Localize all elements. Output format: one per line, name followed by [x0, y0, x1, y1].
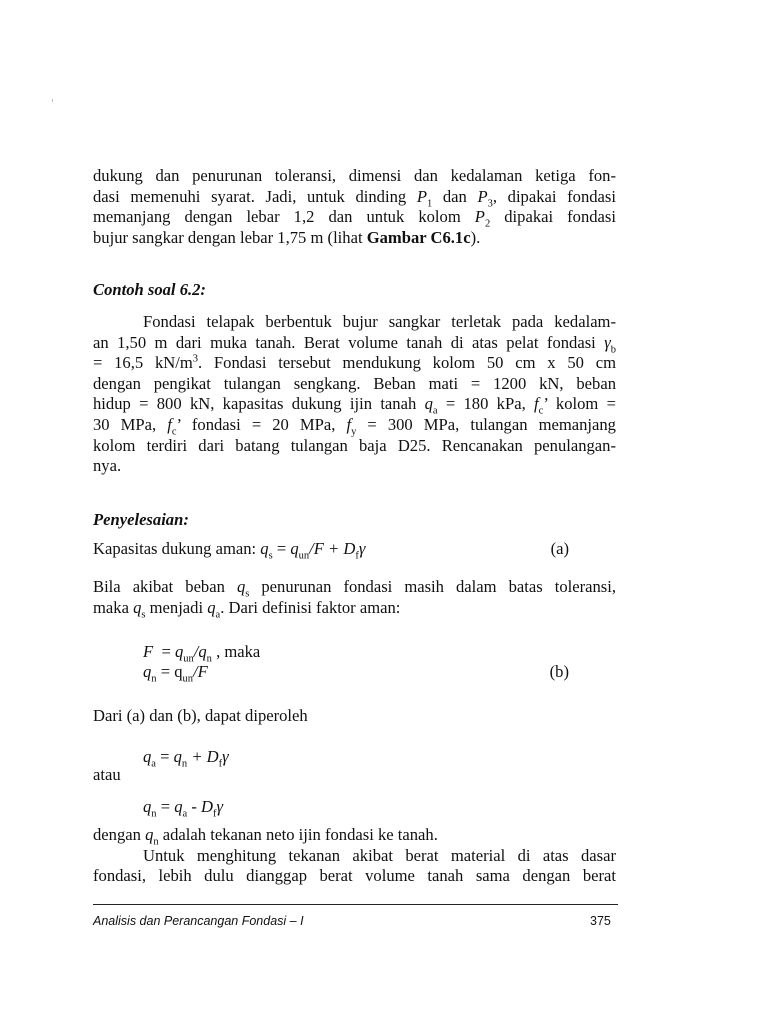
text-line: nya.	[93, 456, 122, 476]
text-line: 30 MPa, $f_c$’ fondasi = 20 MPa, $f_y = 300$ MPa, tulangan memanjang	[93, 414, 616, 438]
text-line: = 16,5 $kN/m^3$. Fondasi tersebut mendukung kolom 50 cm x 50 cm	[93, 353, 616, 373]
footer-book-title: Analisis dan Perancangan Fondasi – I	[93, 914, 304, 928]
text-line: Fondasi telapak berbentuk bujur sangkar terletak pada kedalam-	[143, 312, 616, 331]
example-heading: Contoh soal 6.2:	[93, 280, 206, 299]
text-atau: atau	[93, 765, 121, 784]
text-line: maka $q_s$ menjadi $q_a$. Dari definisi faktor aman:	[93, 597, 401, 620]
footer-divider	[93, 904, 618, 905]
page-number: 375	[590, 914, 611, 928]
paragraph-net-pressure	[93, 825, 616, 887]
paragraph-safety-factor	[93, 577, 616, 618]
figure-reference: Gambar C6.1c	[366, 227, 471, 247]
equation-c: $q_a = q_n + D_f\gamma$	[143, 747, 229, 770]
text-line: dukung dan penurunan toleransi, dimensi dan kedalaman ketiga fon-	[93, 166, 616, 185]
text-line: kolom terdiri dari batang tulangan baja D25. Rencanakan penulangan-	[93, 435, 616, 455]
equation-b-line1: $F = q_{un}/q_n$ , maka	[143, 642, 261, 665]
text-line: bujur sangkar dengan lebar 1,75 m (lihat Gambar C6.1c).	[93, 227, 481, 247]
text-line: Untuk menghitung tekanan akibat berat material di atas dasar	[143, 845, 616, 865]
text-line: dengan $q_n$ adalah tekanan neto ijin fondasi ke tanah.	[93, 825, 438, 848]
text-line-derivation: Dari (a) dan (b), dapat diperoleh	[93, 706, 308, 725]
scan-speck	[52, 99, 53, 102]
equation-d: $q_n = q_a - D_f\gamma$	[143, 797, 224, 820]
text-line: dasi memenuhi syarat. Jadi, untuk dinding $P_1$ dan $P_3$, dipakai fondasi	[93, 186, 616, 209]
solution-heading: Penyelesaian:	[93, 510, 189, 529]
text-line: an 1,50 m dari muka tanah. Berat volume tanah di atas pelat fondasi $\gamma_b$	[93, 332, 616, 355]
paragraph-intro	[93, 166, 616, 248]
paragraph-problem	[93, 312, 616, 477]
text-line: Bila akibat beban $q_s$ penurunan fondasi masih dalam batas toleransi,	[93, 577, 617, 600]
text-line: fondasi, lebih dulu dianggap berat volume tanah sama dengan berat	[93, 866, 616, 886]
equation-tag: (b)	[549, 662, 569, 681]
text-line: memanjang dengan lebar 1,2 dan untuk kolom $P_2$ dipakai fondasi	[93, 207, 616, 230]
equation-tag: (a)	[550, 539, 569, 558]
text-line: hidup = 800 kN, kapasitas dukung ijin tanah $q_a = 180$ kPa, $f_c$’ kolom =	[93, 394, 616, 417]
equation-a: Kapasitas dukung aman: $q_s = q_{un}/F + D_f\gamma$ (a)	[93, 539, 569, 562]
text-line: dengan pengikat tulangan sengkang. Beban mati = 1200 kN, beban	[93, 373, 616, 393]
equation-b-line2: $q_n = q_{un}/F$ (b)	[143, 662, 569, 685]
